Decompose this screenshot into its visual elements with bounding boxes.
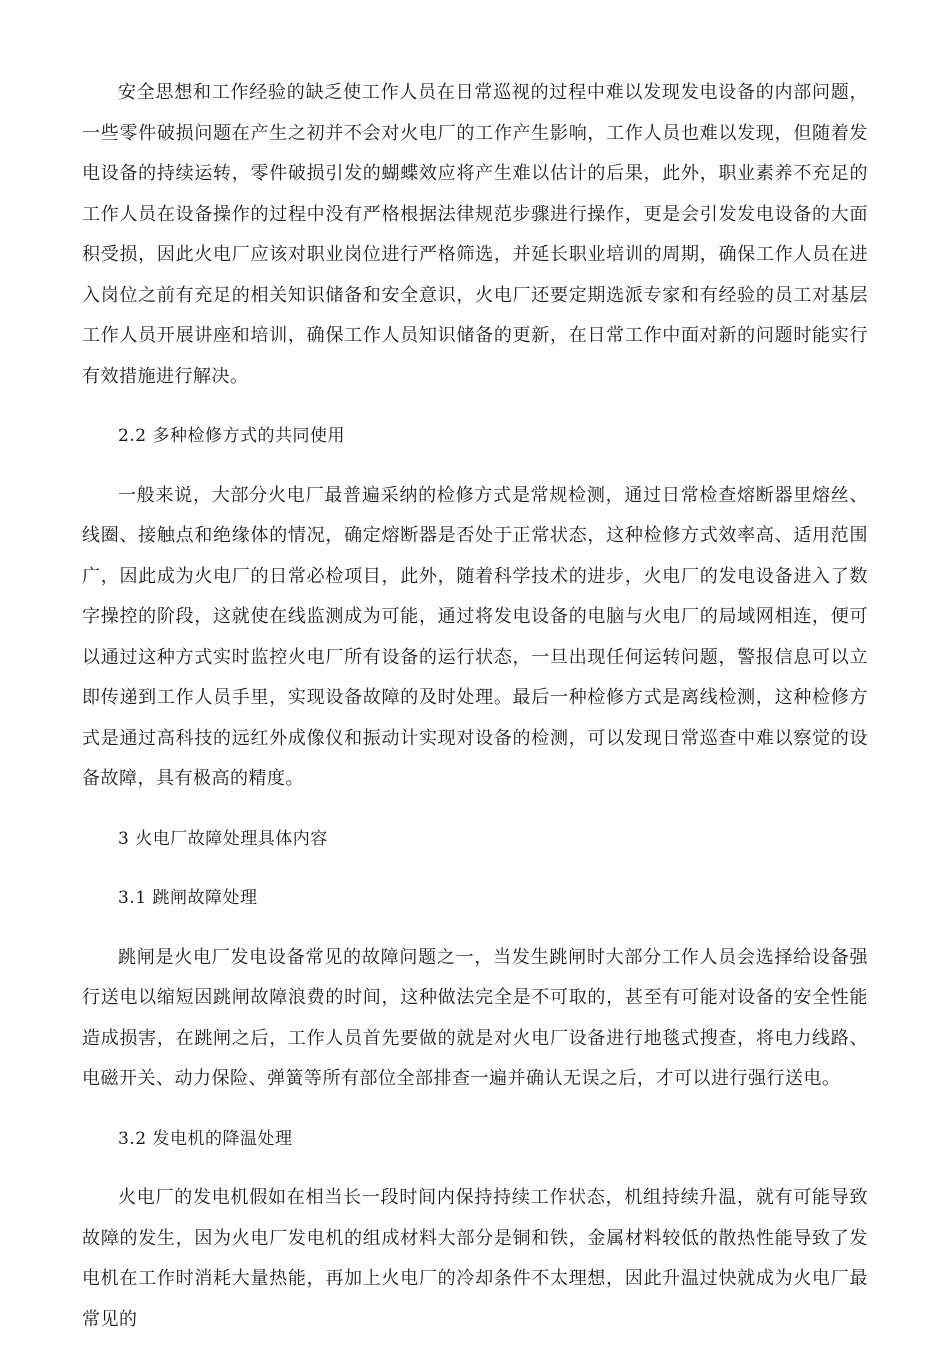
document-body [82,73,868,1359]
section-heading-2-2: 2.2 多种检修方式的共同使用 [118,426,345,446]
paragraph-inspection-methods: 一般来说，大部分火电厂最普遍采纳的检修方式是常规检测，通过日常检查熔断器里熔丝、线圈、接触点和绝缘体的情况，确定熔断器是否处于正常状态，这种检修方式效率高、适用范围广，因此成为火电厂的日常必检项目，此外，随着科学技术的进步，火电厂的发电设备进入了数字操控的阶段，这就使在线监测成为可能，通过将发电设备的电脑与火电厂的局域网相连，便可以通过这种方式实时监控火电厂所有设备的运行状态，一旦出现任何运转问题，警报信息可以立即传递到工作人员手里，实现设备故障的及时处理。最后一种检修方式是离线检测，这种检修方式是通过高科技的远红外成像仪和振动计实现对设备的检测，可以发现日常巡查中难以察觉的设备故障，具有极高的精度。 [82,484,868,789]
section-heading-3-1: 3.1 跳闸故障处理 [118,888,258,908]
paragraph-trip-fault: 跳闸是火电厂发电设备常见的故障问题之一，当发生跳闸时大部分工作人员会选择给设备强行送电以缩短因跳闸故障浪费的时间，这种做法完全是不可取的，甚至有可能对设备的安全性能造成损害，在跳闸之后，工作人员首先要做的就是对火电厂设备进行地毯式搜查，将电力线路、电磁开关、动力保险、弹簧等所有部位全部排查一遍并确认无误之后，才可以进行强行送电。 [82,946,868,1089]
section-heading-3-2: 3.2 发电机的降温处理 [118,1128,293,1149]
paragraph-generator-cooling: 火电厂的发电机假如在相当长一段时间内保持持续工作状态，机组持续升温，就有可能导致故障的发生，因为火电厂发电机的组成材料大部分是铜和铁，金属材料较低的散热性能导致了发电机在工作时消耗大量热能，再加上火电厂的冷却条件不太理想，因此升温过快就成为火电厂最常见的 [82,1187,868,1330]
section-heading-3: 3 火电厂故障处理具体内容 [118,828,328,849]
paragraph-staff-training: 安全思想和工作经验的缺乏使工作人员在日常巡视的过程中难以发现发电设备的内部问题，一些零件破损问题在产生之初并不会对火电厂的工作产生影响，工作人员也难以发现，但随着发电设备的持续运转，零件破损引发的蝴蝶效应将产生难以估计的后果，此外，职业素养不充足的工作人员在设备操作的过程中没有严格根据法律规范步骤进行操作，更是会引发发电设备的大面积受损，因此火电厂应该对职业岗位进行严格筛选，并延长职业培训的周期，确保工作人员在进入岗位之前有充足的相关知识储备和安全意识，火电厂还要定期选派专家和有经验的员工对基层工作人员开展讲座和培训，确保工作人员知识储备的更新，在日常工作中面对新的问题时能实行有效措施进行解决。 [82,82,868,387]
